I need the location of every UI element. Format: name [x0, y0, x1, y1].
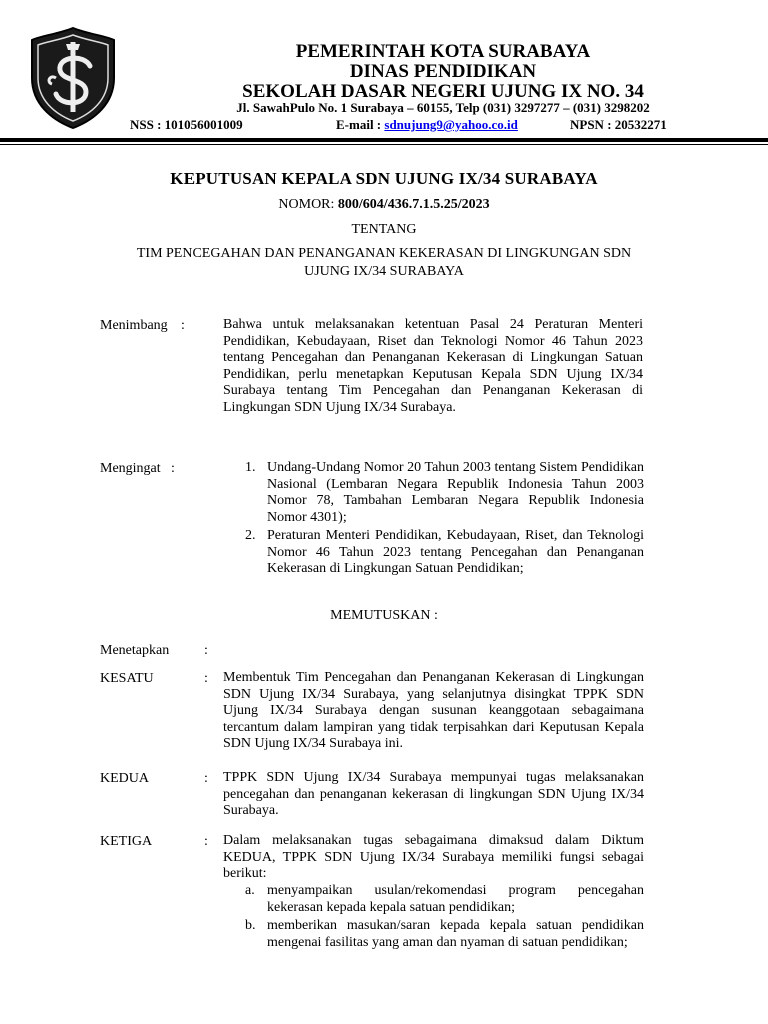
- decree-number: [0, 196, 768, 214]
- header-npsn: NPSN : 20532271: [570, 117, 667, 132]
- kesatu-colon: :: [204, 671, 208, 686]
- kedua-label: KEDUA: [100, 771, 149, 786]
- decree-subject-line2: UJUNG IX/34 SURABAYA: [304, 264, 464, 279]
- decree-title: KEPUTUSAN KEPALA SDN UJUNG IX/34 SURABAYA: [170, 169, 598, 188]
- header-school: SEKOLAH DASAR NEGERI UJUNG IX NO. 34: [242, 81, 644, 102]
- menimbang-colon: :: [181, 318, 185, 333]
- ketiga-item-a-num: a.: [245, 883, 255, 898]
- header-department: DINAS PENDIDIKAN: [349, 61, 537, 82]
- city-crest-logo: [28, 26, 118, 130]
- header-nss: NSS : 101056001009: [130, 117, 243, 132]
- header-divider-thick: [0, 138, 768, 142]
- header-government: PEMERINTAH KOTA SURABAYA: [295, 41, 591, 62]
- menetapkan-colon: :: [204, 643, 208, 658]
- ketiga-text: Dalam melaksanakan tugas sebagaimana dimaksud dalam Diktum KEDUA, TPPK SDN Ujung IX/34 Surabaya memiliki fungsi sebagai berikut:: [223, 833, 644, 881]
- header-divider-thin: [0, 144, 768, 145]
- email-link[interactable]: sdnujung9@yahoo.co.id: [384, 117, 518, 132]
- surabaya-crest-icon: [28, 26, 118, 130]
- kedua-text: TPPK SDN Ujung IX/34 Surabaya mempunyai tugas melaksanakan pencegahan dan penanganan kekerasan di lingkungan SDN Ujung IX/34 Surabaya.: [223, 770, 644, 818]
- mengingat-item-1-num: 1.: [245, 460, 256, 475]
- kedua-colon: :: [204, 771, 208, 786]
- menimbang-label: Menimbang: [100, 318, 168, 333]
- decree-about: TENTANG: [351, 222, 417, 237]
- header-email: [336, 117, 518, 133]
- ketiga-item-a-text: menyampaikan usulan/rekomendasi program pencegahan kekerasan kepada kepala satuan pendidikan;: [267, 883, 644, 915]
- decree-number-label: NOMOR:: [278, 197, 338, 212]
- mengingat-label: Mengingat: [100, 461, 161, 476]
- header-address: Jl. SawahPulo No. 1 Surabaya – 60155, Telp (031) 3297277 – (031) 3298202: [236, 100, 650, 115]
- decree-number-value: 800/604/436.7.1.5.25/2023: [337, 197, 490, 212]
- decree-subject: [0, 245, 768, 281]
- mengingat-item-2-num: 2.: [245, 528, 256, 543]
- ketiga-item-b-num: b.: [245, 918, 256, 933]
- ketiga-label: KETIGA: [100, 834, 153, 849]
- menetapkan-label: Menetapkan: [100, 643, 170, 658]
- kesatu-text: Membentuk Tim Pencegahan dan Penanganan Kekerasan di Lingkungan SDN Ujung IX/34 Surabaya, yang selanjutnya disingkat TPPK SDN Ujung IX/34 Surabaya dengan susunan keanggotaan sebagaimana tercantum dalam lampiran yang tidak terpisahkan dari Keputusan Kepala SDN Ujung IX/34 Surabaya ini.: [223, 670, 644, 751]
- kesatu-label: KESATU: [100, 671, 154, 686]
- menimbang-text: Bahwa untuk melaksanakan ketentuan Pasal 24 Peraturan Menteri Pendidikan, Kebudayaan, Riset dan Teknologi Nomor 46 Tahun 2023 tentang Pencegahan dan Penanganan Kekerasan di Lingkungan Satuan Pendidikan, perlu menetapkan Keputusan Kepala SDN Ujung IX/34 Surabaya tentang Tim Pencegahan dan Penanganan Kekerasan di Lingkungan SDN Ujung IX/34 Surabaya.: [223, 317, 643, 415]
- mengingat-colon: :: [171, 461, 175, 476]
- mengingat-item-2-text: Peraturan Menteri Pendidikan, Kebudayaan, Riset, dan Teknologi Nomor 46 Tahun 2023 tentang Pencegahan dan Penanganan Kekerasan di Lingkungan Satuan Pendidikan;: [267, 528, 644, 576]
- decree-subject-line1: TIM PENCEGAHAN DAN PENANGANAN KEKERASAN DI LINGKUNGAN SDN: [136, 246, 632, 261]
- email-label: E-mail :: [336, 117, 382, 132]
- memutuskan-heading: MEMUTUSKAN :: [330, 608, 438, 623]
- ketiga-colon: :: [204, 834, 208, 849]
- ketiga-item-b-text: memberikan masukan/saran kepada kepala satuan pendidikan mengenai fasilitas yang aman dan nyaman di satuan pendidikan;: [267, 918, 644, 950]
- mengingat-item-1-text: Undang-Undang Nomor 20 Tahun 2003 tentang Sistem Pendidikan Nasional (Lembaran Negara Republik Indonesia Tahun 2003 Nomor 78, Tambahan Lembaran Negara Republik Indonesia Nomor 4301);: [267, 460, 644, 525]
